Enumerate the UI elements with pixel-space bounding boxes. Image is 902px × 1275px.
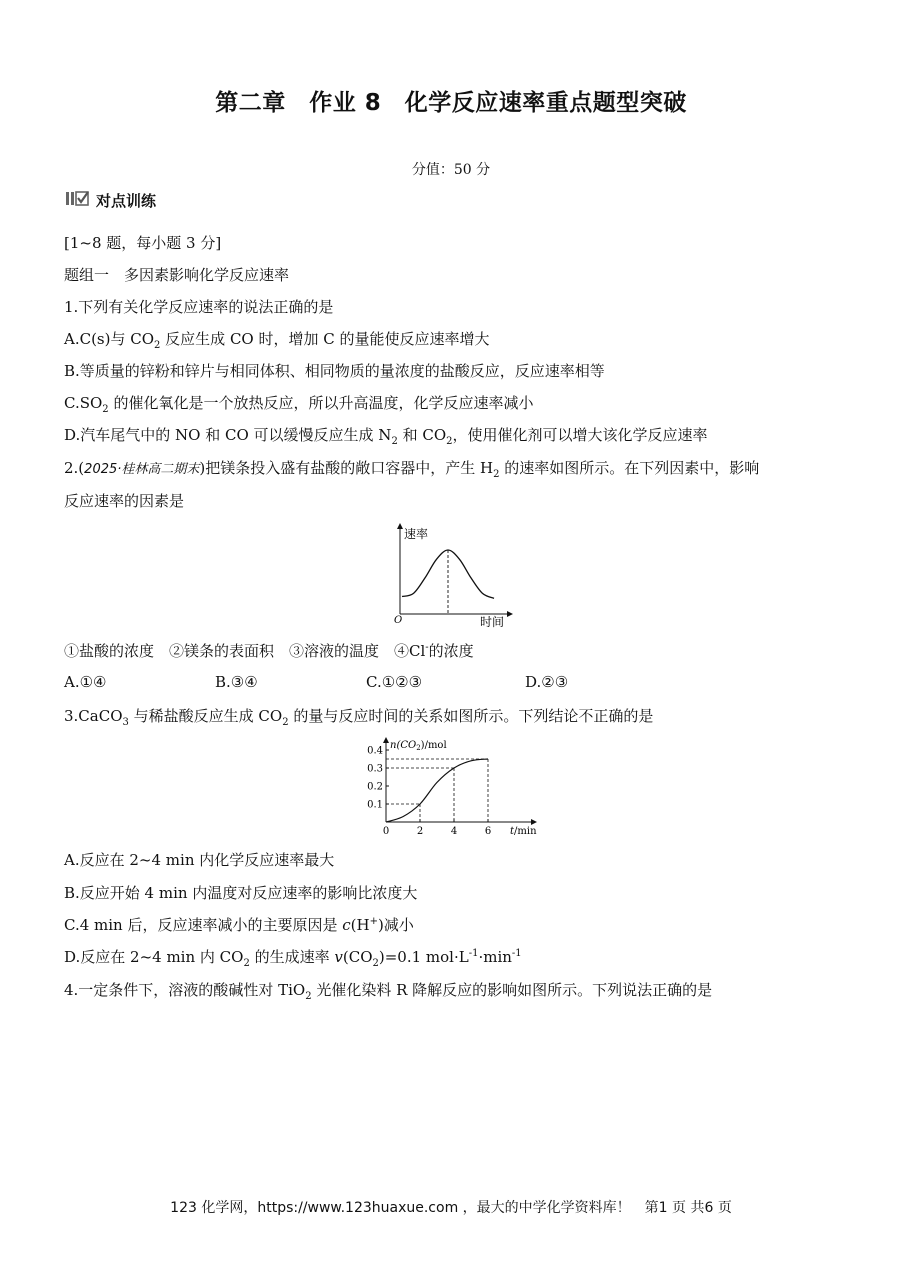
question-source: 2025·桂林高二期末 xyxy=(84,462,200,477)
section-label: 对点训练 xyxy=(96,192,157,210)
co2-curve xyxy=(386,759,488,822)
checklist-icon xyxy=(66,191,90,211)
y-axis-label: $n(CO_2)$/mol xyxy=(390,740,447,752)
question-4-stem: 4.一定条件下，溶液的酸碱性对 TiO$_2$ 光催化染料 R 降解反应的影响如图所示。下列说法正确的是 xyxy=(64,981,713,1002)
score-info: 分值：50 分 xyxy=(411,162,491,178)
y-tick-label: 0.3 xyxy=(367,763,383,775)
page-title: 第二章 作业 8 化学反应速率重点题型突破 xyxy=(215,90,687,116)
question-3-option-c: C.4 min 后，反应速率减小的主要原因是 c(H+)减小 xyxy=(64,916,414,934)
origin-label: O xyxy=(394,615,403,626)
x-tick-label: 6 xyxy=(484,826,492,837)
y-tick-label: 0.1 xyxy=(367,799,383,811)
x-axis-label: t/min xyxy=(510,826,537,837)
x-tick-label: 4 xyxy=(450,826,458,837)
option-a: A.①④ xyxy=(64,673,107,691)
question-2-stem: 2.(2025·桂林高二期末)把镁条投入盛有盐酸的敞口容器中，产生 $H_2$ 的速率如图所示。在下列因素中，影响 xyxy=(64,459,760,480)
section-header xyxy=(66,190,156,211)
question-1-option-b: B.等质量的锌粉和锌片与相同体积、相同物质的量浓度的盐酸反应，反应速率相等 xyxy=(64,362,605,380)
x-tick-label: 2 xyxy=(416,826,424,837)
co2-time-chart xyxy=(362,736,542,840)
option-b: B.③④ xyxy=(215,673,258,691)
x-tick-label: 0 xyxy=(382,826,390,837)
y-tick-label: 0.4 xyxy=(367,745,383,757)
score-range: [1~8 题，每小题 3 分] xyxy=(64,234,222,252)
question-1-option-c: $C.SO_2$ 的催化氧化是一个放热反应，所以升高温度，化学反应速率减小 xyxy=(64,394,534,415)
question-2-factors: ①盐酸的浓度 ②镁条的表面积 ③溶液的温度 ④Cl-的浓度 xyxy=(64,642,474,660)
group-title: 题组一 多因素影响化学反应速率 xyxy=(64,266,290,284)
question-2-options xyxy=(64,673,784,695)
question-1-option-d: D.汽车尾气中的 NO 和 CO 可以缓慢反应生成 $N_2$ 和 $CO_2$，使用催化剂可以增大该化学反应速率 xyxy=(64,426,708,447)
option-c: C.①②③ xyxy=(366,673,423,691)
question-3-option-b: B.反应开始 4 min 内温度对反应速率的影响比浓度大 xyxy=(64,884,418,902)
page-footer: 123 化学网，https://www.123huaxue.com ，最大的中学化学资料库！ 第1 页 共6 页 xyxy=(170,1200,732,1216)
question-3-option-a: A.反应在 2~4 min 内化学反应速率最大 xyxy=(64,851,335,869)
option-d: D.②③ xyxy=(525,673,569,691)
question-2-stem-cont: 反应速率的因素是 xyxy=(64,492,185,510)
y-axis-label: 速率 xyxy=(404,527,429,541)
x-axis-label: 时间 xyxy=(480,615,505,629)
y-tick-label: 0.2 xyxy=(367,781,383,793)
rate-time-chart xyxy=(392,522,514,630)
question-1-option-a: A.C(s)与 $CO_2$ 反应生成 CO 时，增加 C 的量能使反应速率增大 xyxy=(64,330,490,351)
question-3-stem: 3.CaCO$_3$ 与稀盐酸反应生成 $CO_2$ 的量与反应时间的关系如图所示。下列结论不正确的是 xyxy=(64,707,654,728)
question-3-option-d: D.反应在 2~4 min 内 $CO_2$ 的生成速率 $v(CO_2)=0.1$ $mol\cdot L^{-1}\cdot\min^{-1}$ xyxy=(64,948,522,969)
question-1-stem: 1.下列有关化学反应速率的说法正确的是 xyxy=(64,298,334,316)
